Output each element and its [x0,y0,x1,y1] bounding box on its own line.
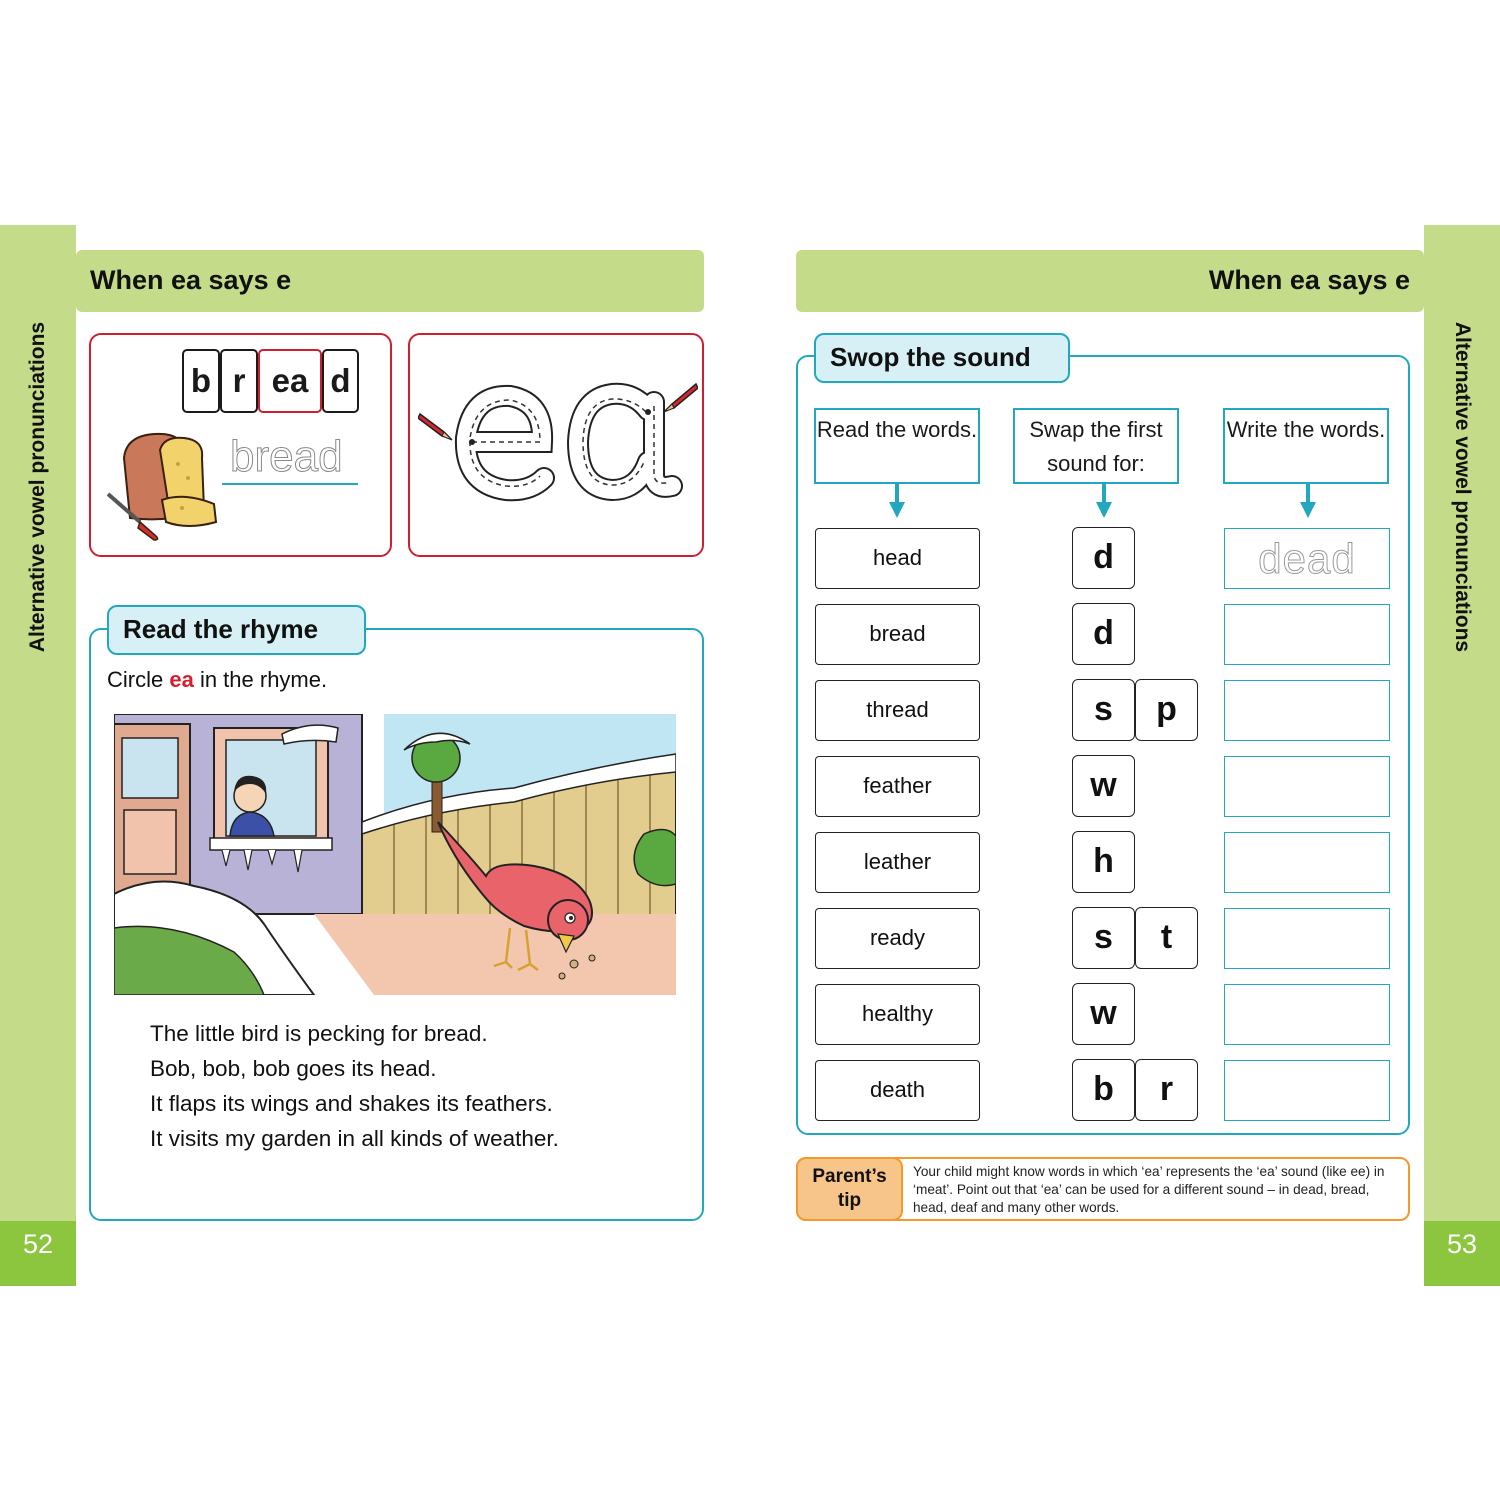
rhyme-line: It flaps its wings and shakes its feathers. [150,1091,553,1116]
pencil-icon [418,408,458,442]
bread-illustration [104,418,224,542]
instruction-highlight: ea [169,667,194,692]
rhyme-instruction [107,667,327,693]
write-answer-box[interactable] [1224,756,1390,817]
column-header-write: Write the words. [1223,408,1389,484]
rhyme-line: It visits my garden in all kinds of weather. [150,1126,559,1151]
read-word-box: head [815,528,980,589]
read-word-box: healthy [815,984,980,1045]
column-header-swap: Swap the first sound for: [1013,408,1179,484]
tip-label-line: Parent’s [812,1166,887,1187]
page-number-left: 52 [0,1221,76,1286]
side-title-right: Alternative vowel pronunciations [1451,321,1474,653]
sound-tile: b [1072,1059,1135,1121]
letter-tile: d [322,349,359,413]
read-word-box: thread [815,680,980,741]
sound-tile: w [1072,983,1135,1045]
rhyme-line: Bob, bob, bob goes its head. [150,1056,437,1081]
sound-tile: t [1135,907,1198,969]
letter-tile-ea: ea [258,349,322,413]
down-arrow-icon [1096,484,1112,518]
write-answer-box[interactable] [1224,1060,1390,1121]
winter-garden-illustration [114,714,676,995]
page-title-right: When ea says e [796,250,1424,312]
write-answer-box[interactable] [1224,984,1390,1045]
sound-tile: s [1072,907,1135,969]
side-title-left: Alternative vowel pronunciations [26,321,49,653]
read-word-box: ready [815,908,980,969]
column-header-read: Read the words. [814,408,980,484]
write-answer-box[interactable] [1224,528,1390,589]
sound-tile: h [1072,831,1135,893]
swap-panel-title: Swop the sound [814,333,1070,383]
traced-answer: dead [1258,535,1356,582]
instruction-text: in the rhyme. [193,667,328,692]
pencil-icon [658,380,698,416]
sound-tile: s [1072,679,1135,741]
letter-tile: r [220,349,258,413]
sound-tile: d [1072,603,1135,665]
page-number-right: 53 [1424,1221,1500,1286]
read-word-box: feather [815,756,980,817]
letter-tile: b [182,349,220,413]
write-answer-box[interactable] [1224,832,1390,893]
traced-word-bread: bread [230,432,343,481]
down-arrow-icon [889,484,905,518]
page-title-left: When ea says e [76,250,704,312]
tip-label-line: tip [837,1190,862,1211]
rhyme-panel-title: Read the rhyme [107,605,366,655]
writing-line [222,480,362,488]
write-answer-box[interactable] [1224,680,1390,741]
sound-tile: r [1135,1059,1198,1121]
sound-tile: d [1072,527,1135,589]
write-answer-box[interactable] [1224,908,1390,969]
write-answer-box[interactable] [1224,604,1390,665]
down-arrow-icon [1300,484,1316,518]
rhyme-line: The little bird is pecking for bread. [150,1021,488,1046]
parent-tip-text: Your child might know words in which ‘ea’ represents the ‘ea’ sound (like ee) in ‘meat’. Point out that ‘ea’ can be used for a different sound – in dead, bread, head, deaf and many other words. [913,1164,1385,1215]
parent-tip-label [796,1157,903,1221]
sound-tile: p [1135,679,1198,741]
read-word-box: bread [815,604,980,665]
instruction-text: Circle [107,667,170,692]
read-word-box: death [815,1060,980,1121]
read-word-box: leather [815,832,980,893]
sound-tile: w [1072,755,1135,817]
